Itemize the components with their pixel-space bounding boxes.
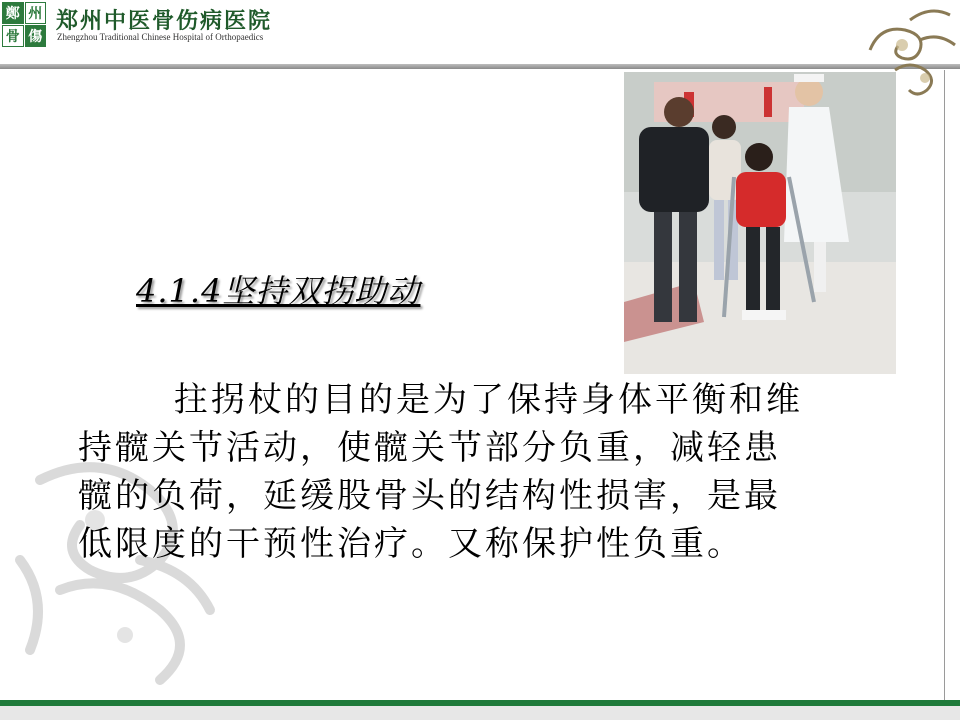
body-line: 髋的负荷，延缓股骨头的结构性损害，是最 xyxy=(78,476,781,516)
section-heading: 4.1.4坚持双拐助动 xyxy=(136,272,421,310)
logo-char: 骨 xyxy=(2,25,24,47)
hospital-name-cn: 郑州中医骨伤病医院 xyxy=(56,8,273,34)
body-line: 持髋关节活动，使髋关节部分负重，减轻患 xyxy=(78,428,781,468)
logo-char: 傷 xyxy=(25,25,47,47)
crutch-walking-photo xyxy=(624,72,896,374)
body-line: 低限度的干预性治疗。又称保护性负重。 xyxy=(78,524,744,564)
header-divider xyxy=(0,64,960,69)
body-line: 拄拐杖的目的是为了保持身体平衡和维 xyxy=(174,380,803,420)
slide-header xyxy=(0,0,960,70)
hospital-name-en: Zhengzhou Traditional Chinese Hospital of Orthopaedics xyxy=(57,32,264,42)
footer-strip xyxy=(0,706,960,720)
logo-char: 鄭 xyxy=(2,2,24,24)
body-paragraph xyxy=(78,376,908,568)
right-border-line xyxy=(944,70,945,700)
logo-char: 州 xyxy=(25,2,47,24)
hospital-logo xyxy=(2,2,46,46)
